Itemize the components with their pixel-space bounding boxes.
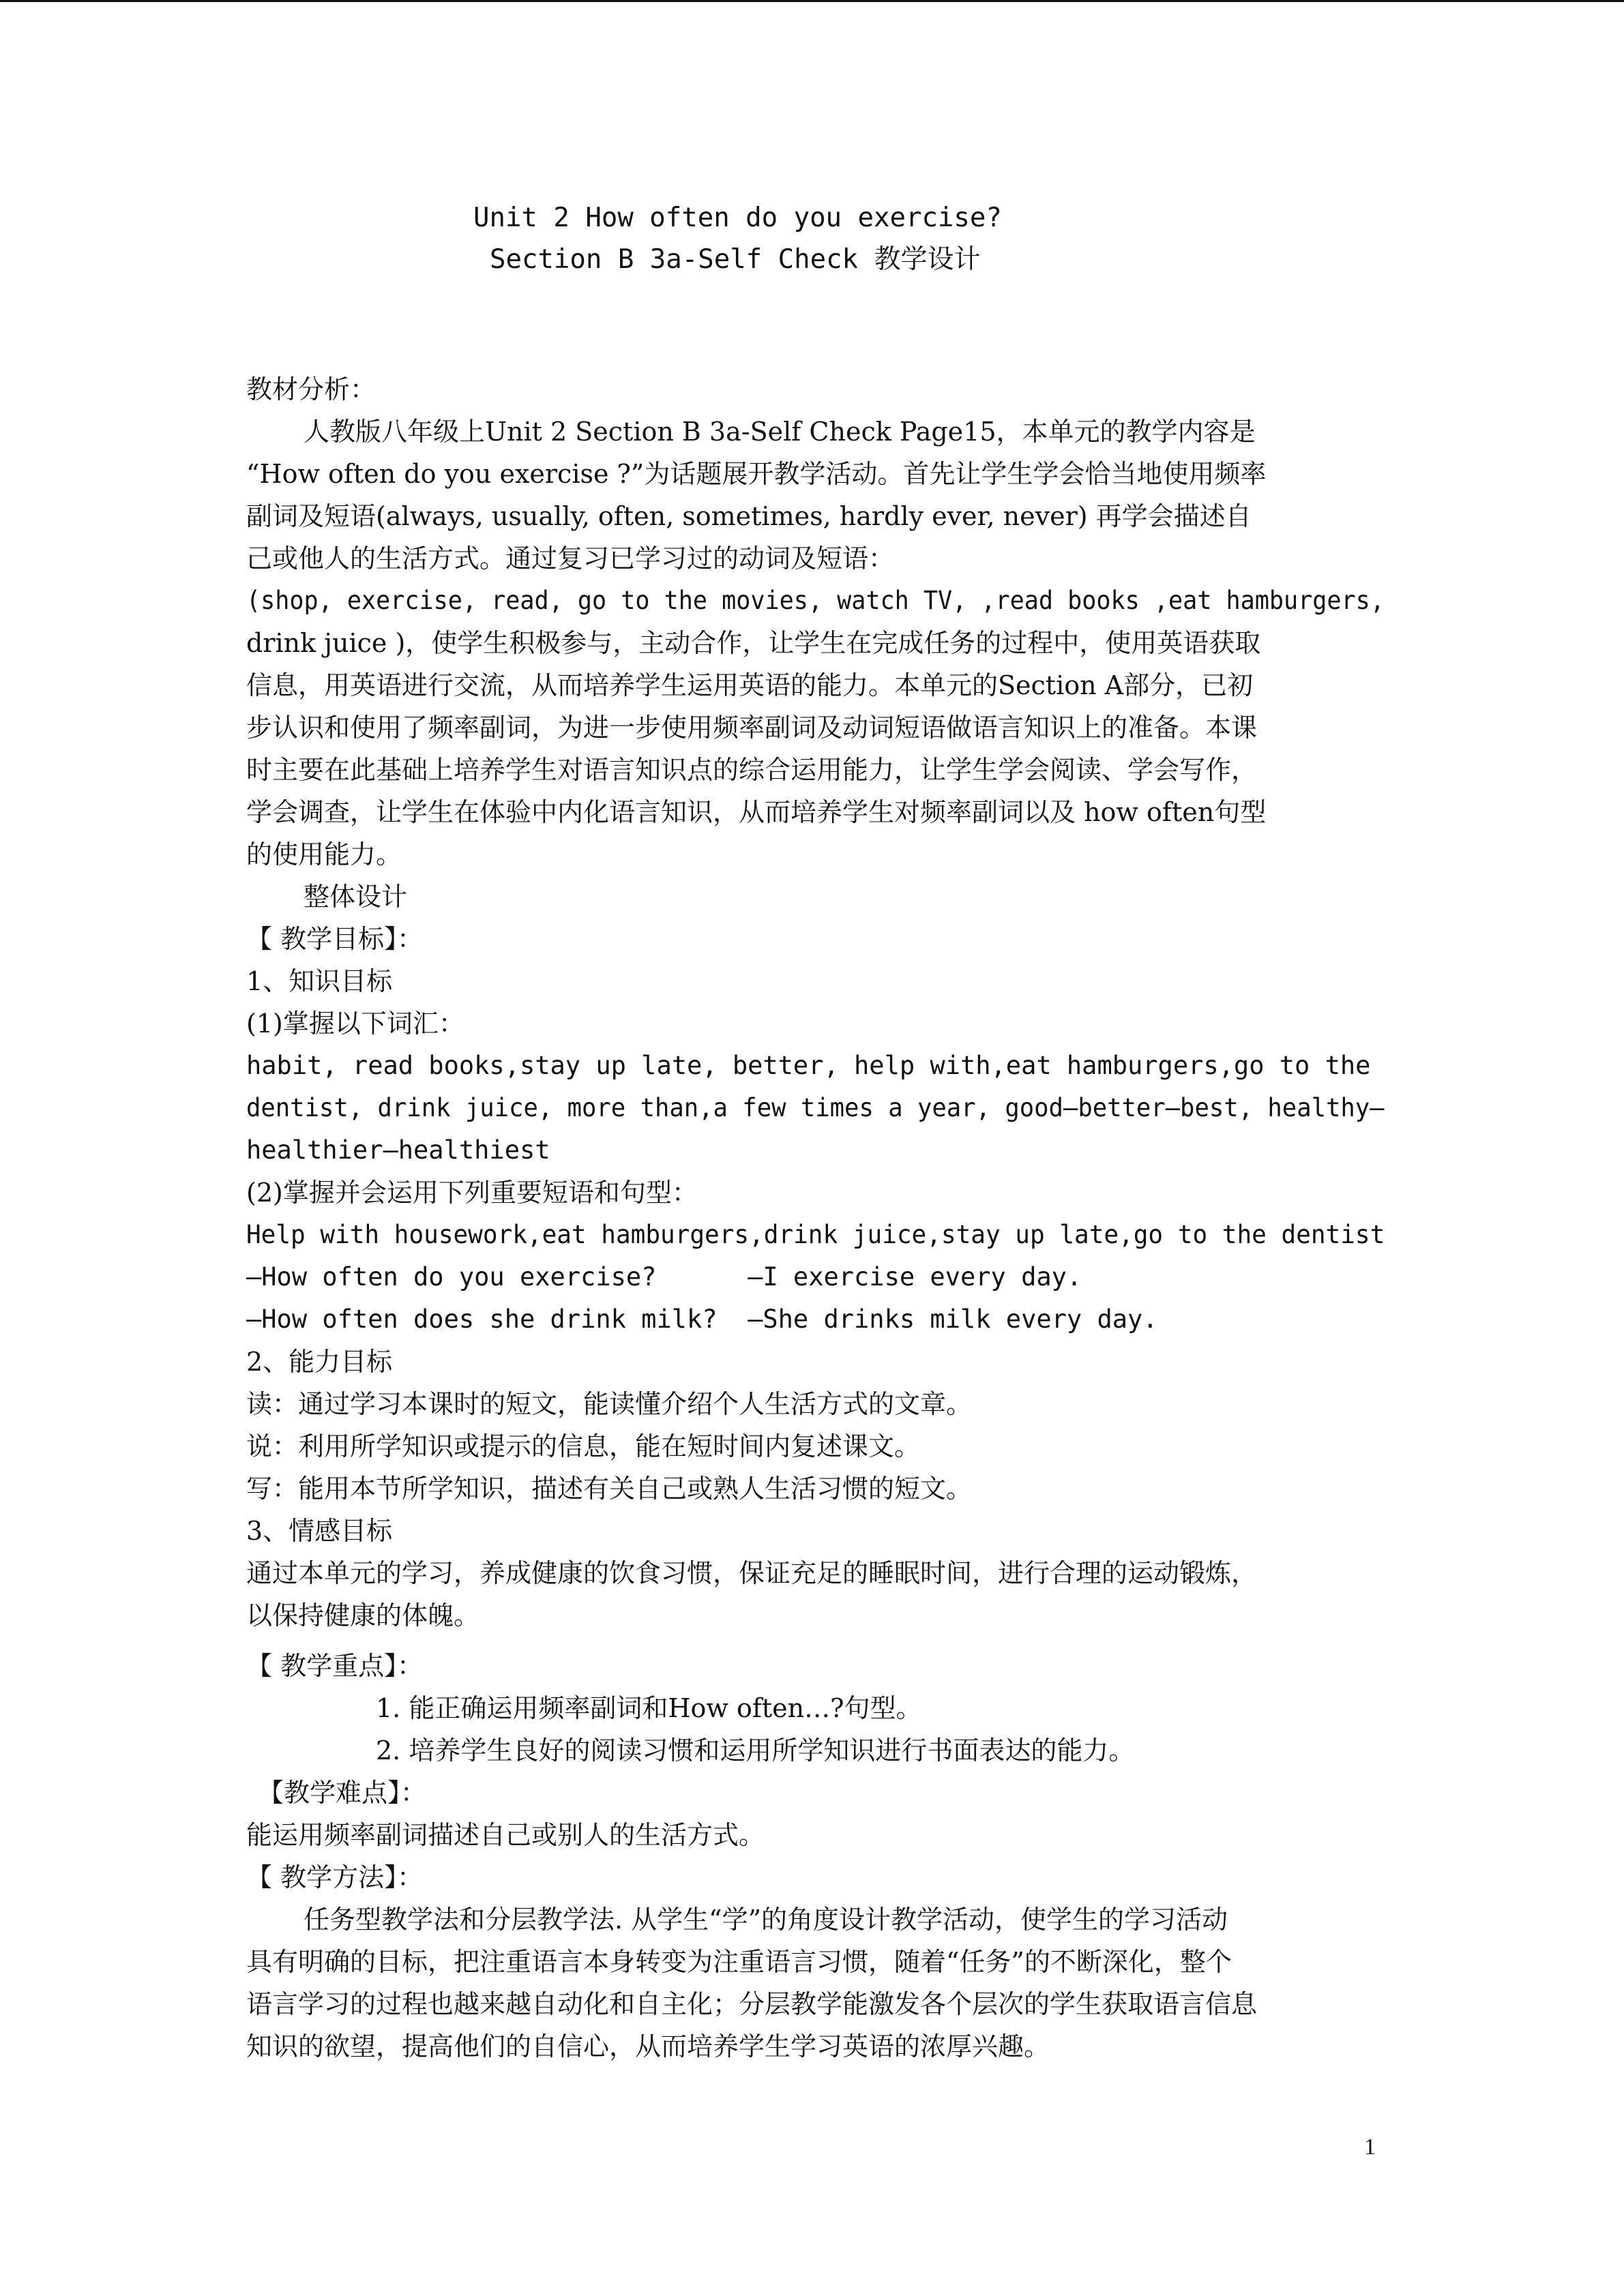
methods-heading: 【 教学方法】：: [246, 1862, 424, 1892]
key-point-item: 1. 能正确运用频率副词和How often…?句型。: [376, 1693, 922, 1723]
methods-line: 具有明确的目标，把注重语言本身转变为注重语言习惯，随着“任务”的不断深化，整个: [246, 1947, 1232, 1977]
title-line-2: Section B 3a-Self Check 教学设计: [490, 244, 981, 275]
top-border: [0, 0, 1624, 2]
analysis-heading: 教材分析：: [246, 374, 377, 404]
analysis-line: 步认识和使用了频率副词，为进一步使用频率副词及动词短语做语言知识上的准备。本课: [246, 713, 1258, 743]
analysis-line: 学会调查，让学生在体验中内化语言知识，从而培养学生对频率副词以及 how often句型: [246, 797, 1267, 827]
page-number: 1: [1364, 2134, 1376, 2160]
difficulties-heading: 【教学难点】：: [258, 1778, 427, 1808]
methods-line: 知识的欲望，提高他们的自信心，从而培养学生学习英语的浓厚兴趣。: [246, 2031, 1050, 2061]
key-point-item: 2. 培养学生良好的阅读习惯和运用所学知识进行书面表达的能力。: [376, 1735, 1135, 1765]
analysis-line: drink juice )，使学生积极参与，主动合作，让学生在完成任务的过程中，使用英语获取: [246, 628, 1261, 658]
key-points-heading: 【 教学重点】：: [246, 1651, 424, 1681]
methods-line: 任务型教学法和分层教学法. 从学生“学”的角度设计教学活动，使学生的学习活动: [304, 1905, 1228, 1935]
ability-line: 写：能用本节所学知识，描述有关自己或熟人生活习惯的短文。: [246, 1474, 973, 1504]
phrase-title: (2)掌握并会运用下列重要短语和句型：: [246, 1178, 698, 1208]
phrase-line: Help with housework,eat hamburgers,drink juice,stay up late,go to the dentist: [246, 1220, 1385, 1249]
analysis-line: 人教版八年级上Unit 2 Section B 3a-Self Check Page15，本单元的教学内容是: [304, 417, 1256, 447]
goals-heading: 【 教学目标】：: [246, 924, 424, 954]
emotion-line: 以保持健康的体魄。: [246, 1600, 480, 1630]
emotion-title: 3、情感目标: [246, 1516, 393, 1546]
design-heading: 整体设计: [304, 882, 408, 912]
analysis-line: (shop, exercise, read, go to the movies, watch TV, ,read books ,eat hamburgers,: [246, 586, 1385, 615]
title-line-1: Unit 2 How often do you exercise?: [473, 203, 1002, 233]
vocab-line: habit, read books,stay up late, better, help with,eat hamburgers,go to the: [246, 1051, 1371, 1080]
difficulties-text: 能运用频率副词描述自己或别人的生活方式。: [246, 1820, 765, 1850]
vocab-title: (1)掌握以下词汇：: [246, 1009, 464, 1039]
phrase-line: —How often do you exercise? —I exercise every day.: [246, 1262, 1082, 1292]
vocab-line: healthier—healthiest: [246, 1135, 550, 1165]
analysis-line: “How often do you exercise ?”为话题展开教学活动。首先让学生学会恰当地使用频率: [246, 459, 1267, 489]
knowledge-title: 1、知识目标: [246, 966, 393, 996]
methods-line: 语言学习的过程也越来越自动化和自主化；分层教学能激发各个层次的学生获取语言信息: [246, 1989, 1258, 2019]
analysis-line: 的使用能力。: [246, 839, 402, 869]
ability-line: 读：通过学习本课时的短文，能读懂介绍个人生活方式的文章。: [246, 1389, 973, 1419]
vocab-line: dentist, drink juice, more than,a few times a year, good—better—best, healthy—: [246, 1093, 1385, 1122]
emotion-line: 通过本单元的学习，养成健康的饮食习惯，保证充足的睡眠时间，进行合理的运动锻炼，: [246, 1558, 1258, 1588]
analysis-line: 副词及短语(always, usually, often, sometimes, hardly ever, never) 再学会描述自: [246, 501, 1252, 531]
analysis-line: 时主要在此基础上培养学生对语言知识点的综合运用能力，让学生学会阅读、学会写作，: [246, 755, 1258, 785]
ability-line: 说：利用所学知识或提示的信息，能在短时间内复述课文。: [246, 1431, 921, 1461]
ability-title: 2、能力目标: [246, 1347, 393, 1377]
analysis-line: 信息，用英语进行交流，从而培养学生运用英语的能力。本单元的Section A部分，已初: [246, 670, 1254, 700]
analysis-line: 己或他人的生活方式。通过复习已学习过的动词及短语：: [246, 543, 895, 573]
phrase-line: —How often does she drink milk? —She drinks milk every day.: [246, 1304, 1158, 1334]
